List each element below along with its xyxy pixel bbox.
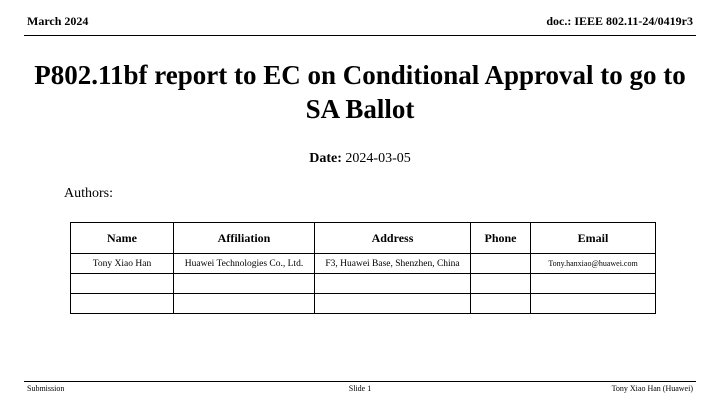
column-header-affiliation: Affiliation — [174, 223, 315, 254]
authors-label: Authors: — [64, 186, 113, 201]
date-value: 2024-03-05 — [345, 151, 411, 166]
header-divider — [24, 35, 696, 36]
author-affiliation: Huawei Technologies Co., Ltd. — [174, 254, 315, 274]
table-cell — [71, 294, 174, 314]
column-header-address: Address — [315, 223, 471, 254]
author-email: Tony.hanxiao@huawei.com — [531, 254, 656, 274]
table-cell — [71, 274, 174, 294]
table-row — [71, 274, 656, 294]
table-cell — [174, 294, 315, 314]
header-doc-id: doc.: IEEE 802.11-24/0419r3 — [546, 14, 693, 28]
table-cell — [531, 274, 656, 294]
header-date: March 2024 — [27, 14, 89, 28]
date-line — [0, 151, 720, 167]
table-cell — [174, 274, 315, 294]
slide-title: P802.11bf report to EC on Conditional Approval to go to SA Ballot — [34, 60, 686, 124]
column-header-email: Email — [531, 223, 656, 254]
column-header-name: Name — [71, 223, 174, 254]
table-cell — [471, 294, 531, 314]
footer-submission: Submission — [27, 384, 65, 393]
footer-divider — [24, 381, 696, 382]
table-row — [71, 254, 656, 274]
author-address: F3, Huawei Base, Shenzhen, China — [315, 254, 471, 274]
author-name: Tony Xiao Han — [71, 254, 174, 274]
footer-slide-number: Slide 1 — [348, 384, 372, 393]
table-row — [71, 294, 656, 314]
footer-author: Tony Xiao Han (Huawei) — [611, 384, 693, 393]
table-cell — [531, 294, 656, 314]
date-label: Date: — [309, 151, 342, 166]
table-header-row — [71, 223, 656, 254]
table-cell — [315, 274, 471, 294]
column-header-phone: Phone — [471, 223, 531, 254]
author-phone — [471, 254, 531, 274]
table-cell — [471, 274, 531, 294]
author-table — [70, 222, 656, 314]
table-cell — [315, 294, 471, 314]
